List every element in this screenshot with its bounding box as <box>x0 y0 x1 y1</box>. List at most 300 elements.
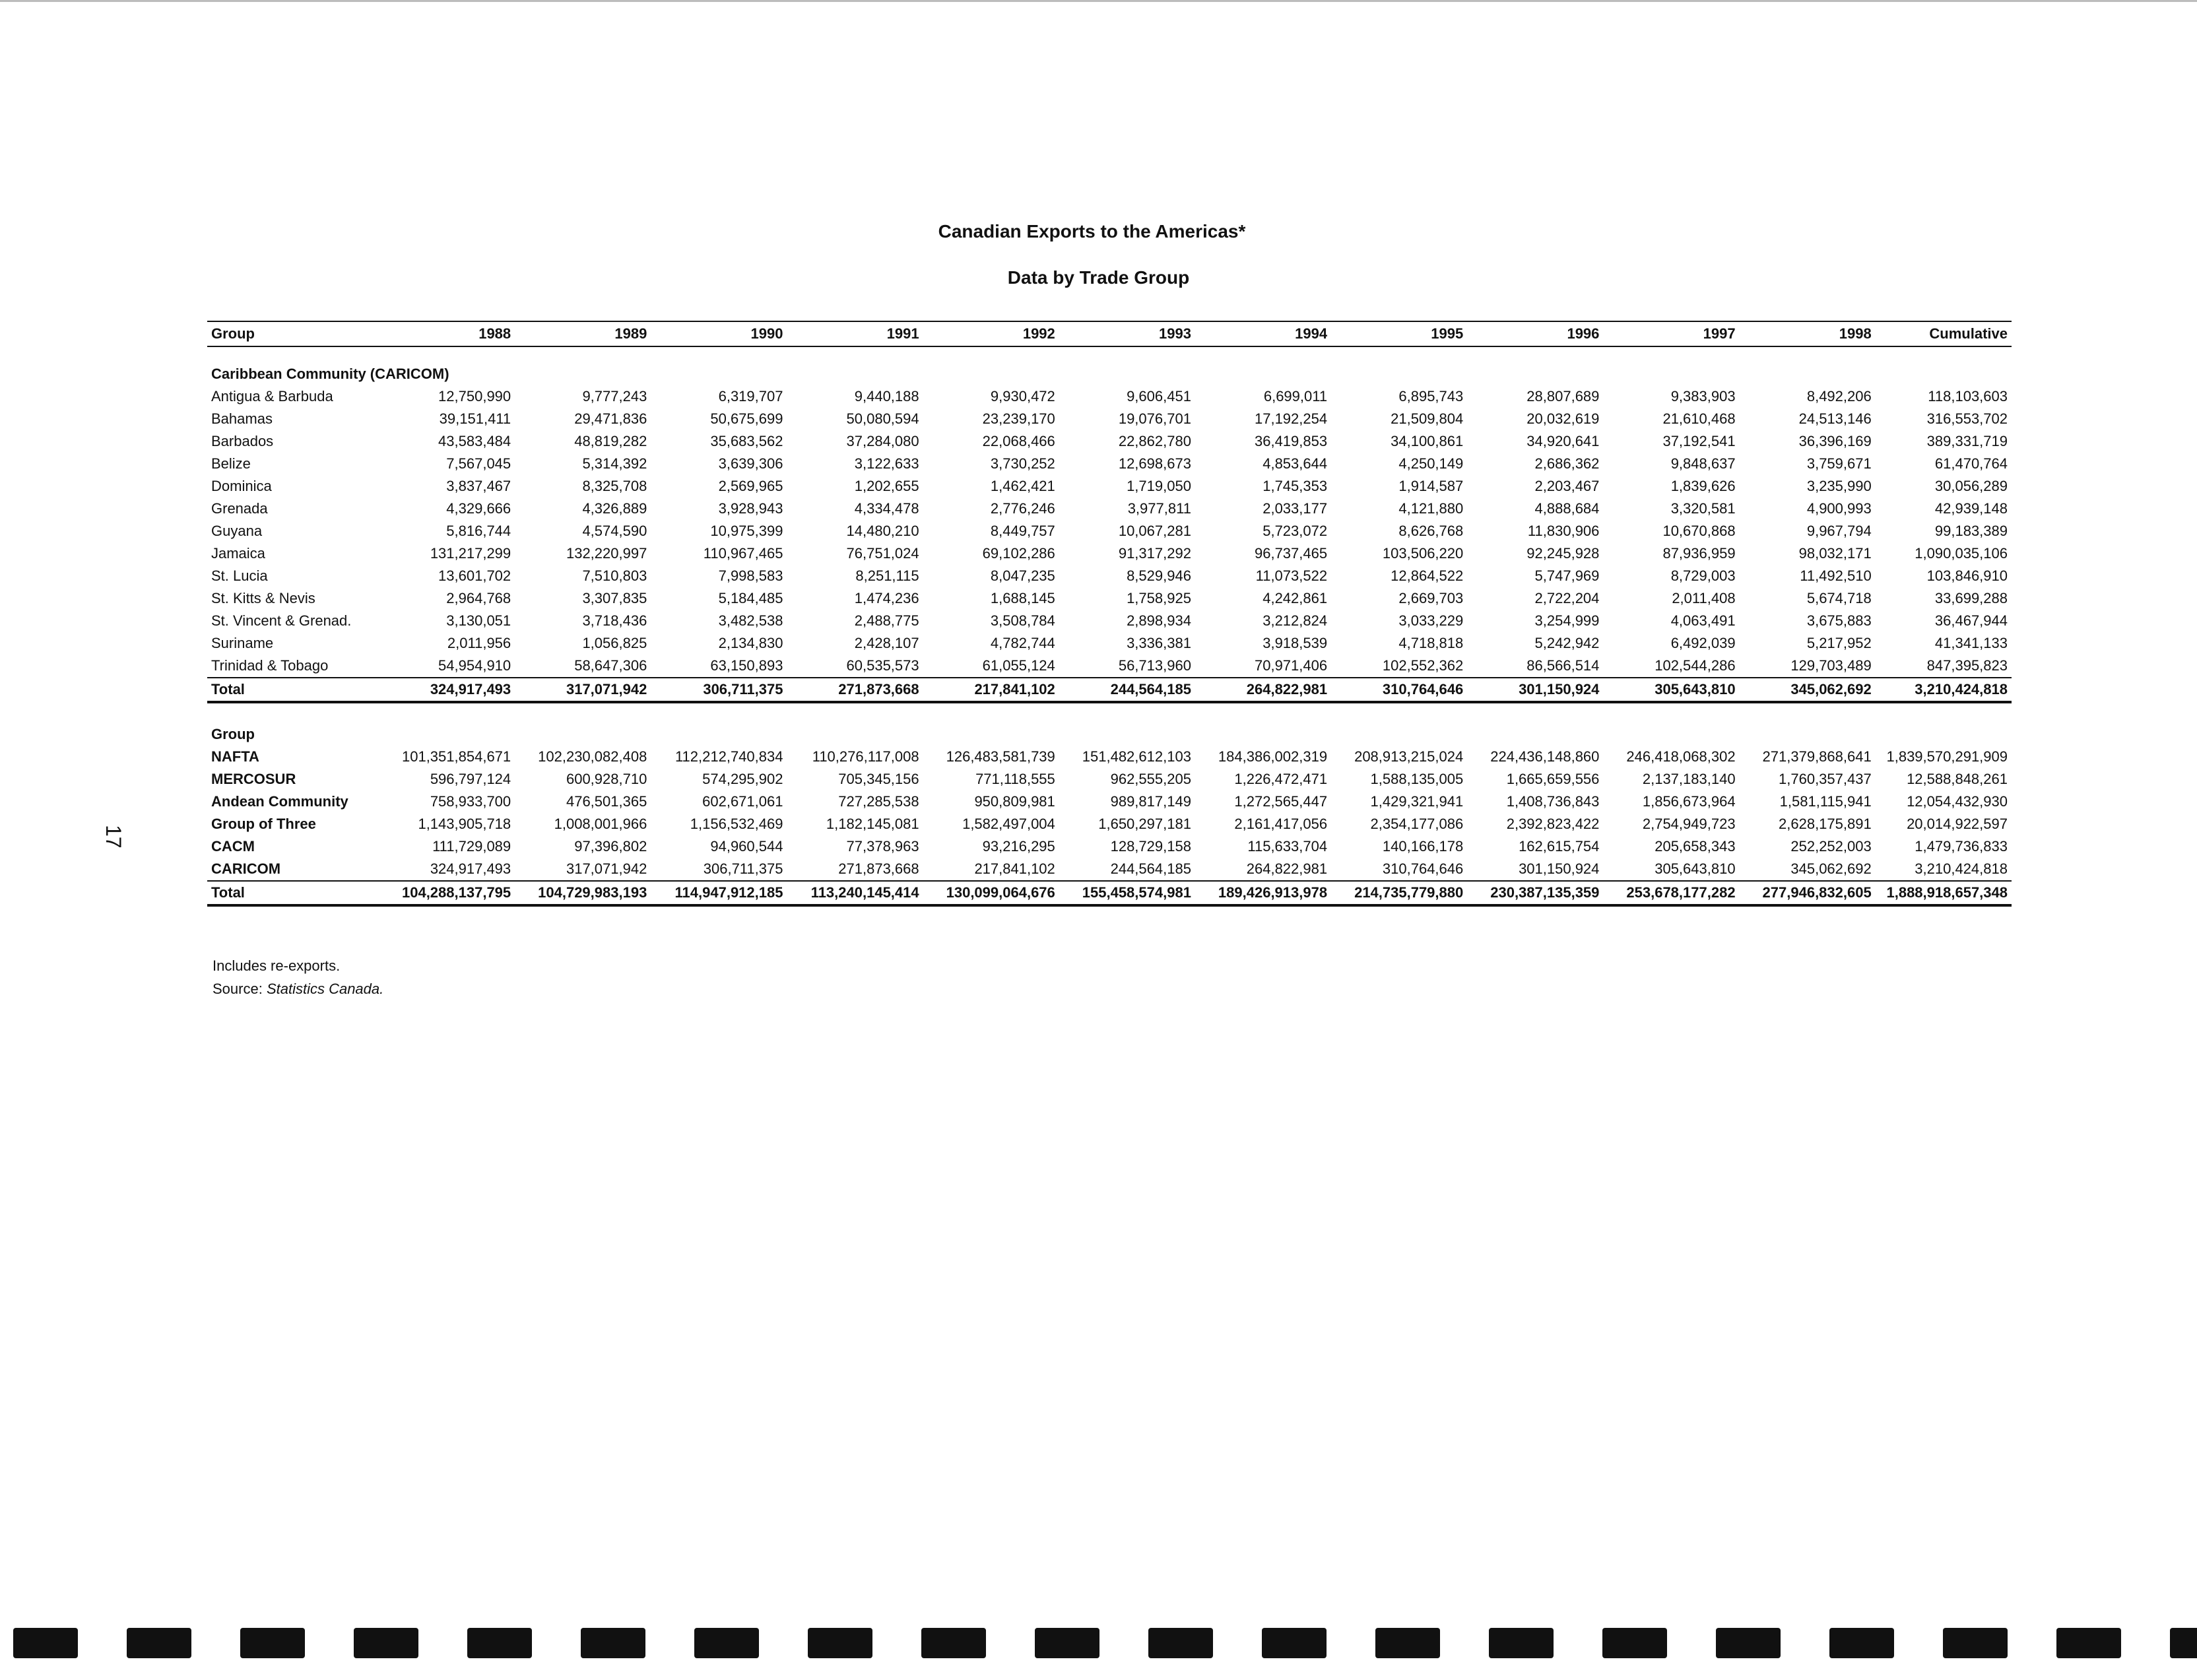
table-cell: 17,192,254 <box>1254 410 1328 427</box>
column-header: 1996 <box>1467 321 1603 346</box>
perforation-hole <box>1262 1628 1327 1658</box>
table-cell: 224,436,148,860 <box>1490 748 1600 765</box>
table-cell: 8,529,946 <box>1127 567 1191 584</box>
table-cell: 1,202,655 <box>854 478 919 494</box>
table-cell: 476,501,365 <box>566 793 647 810</box>
table-cell: 118,103,603 <box>1928 388 2008 404</box>
table-cell: 103,846,910 <box>1926 567 2008 584</box>
table-cell: 205,658,343 <box>1655 838 1736 855</box>
perforation-hole <box>1602 1628 1667 1658</box>
exports-table <box>207 321 2012 907</box>
table-cell: 3,918,539 <box>1262 635 1328 651</box>
table-cell: 114,947,912,185 <box>651 881 787 905</box>
table-cell: 7,510,803 <box>582 567 647 584</box>
table-cell: 3,210,424,818 <box>1915 860 2008 877</box>
row-label: Total <box>207 678 379 702</box>
row-label: CACM <box>211 838 255 855</box>
table-cell: 37,192,541 <box>1662 433 1736 449</box>
table-cell: 21,509,804 <box>1391 410 1464 427</box>
perforation-hole <box>1148 1628 1213 1658</box>
table-cell: 1,839,570,291,909 <box>1886 748 2008 765</box>
table-cell: 2,488,775 <box>854 612 919 629</box>
table-cell: 6,699,011 <box>1263 388 1328 404</box>
table-cell: 2,964,768 <box>446 590 511 606</box>
table-cell: 9,440,188 <box>854 388 919 404</box>
table-row <box>207 520 2012 542</box>
table-cell: 2,011,408 <box>1672 590 1736 606</box>
table-cell: 3,730,252 <box>990 455 1055 472</box>
table-cell: 12,588,848,261 <box>1907 771 2008 787</box>
table-cell: 11,492,510 <box>1800 567 1872 584</box>
table-cell: 4,121,880 <box>1398 500 1464 517</box>
row-label: Bahamas <box>211 410 273 427</box>
table-cell: 217,841,102 <box>923 678 1059 702</box>
table-cell: 87,936,959 <box>1662 545 1736 562</box>
row-label: NAFTA <box>211 748 259 765</box>
table-cell: 28,807,689 <box>1526 388 1600 404</box>
table-cell: 10,670,868 <box>1662 523 1736 539</box>
column-header: 1988 <box>379 321 515 346</box>
table-row <box>207 453 2012 475</box>
table-cell: 61,470,764 <box>1934 455 2008 472</box>
column-header: 1993 <box>1059 321 1195 346</box>
perforation-hole <box>1829 1628 1894 1658</box>
table-cell: 30,056,289 <box>1934 478 2008 494</box>
table-cell: 3,759,671 <box>1806 455 1872 472</box>
table-cell: 5,816,744 <box>446 523 511 539</box>
table-row <box>207 791 2012 813</box>
table-cell: 2,033,177 <box>1262 500 1328 517</box>
table-cell: 2,203,467 <box>1534 478 1600 494</box>
perforation-hole <box>127 1628 191 1658</box>
table-cell: 4,718,818 <box>1398 635 1464 651</box>
column-header: 1990 <box>651 321 787 346</box>
table-row <box>207 565 2012 587</box>
table-cell: 8,492,206 <box>1806 388 1872 404</box>
perforation-hole <box>1035 1628 1099 1658</box>
table-row <box>207 835 2012 858</box>
table-cell: 950,809,981 <box>974 793 1055 810</box>
table-cell: 727,285,538 <box>838 793 919 810</box>
spacer-cell <box>207 702 2012 723</box>
top-edge-rule <box>0 0 2197 2</box>
table-cell: 61,055,124 <box>982 657 1055 674</box>
table-cell: 345,062,692 <box>1740 678 1876 702</box>
perforation-hole <box>240 1628 305 1658</box>
table-cell: 4,853,644 <box>1262 455 1328 472</box>
total-row <box>207 678 2012 702</box>
table-cell: 1,090,035,106 <box>1915 545 2008 562</box>
table-cell: 70,971,406 <box>1254 657 1328 674</box>
table-cell: 37,284,080 <box>846 433 919 449</box>
table-cell: 3,482,538 <box>718 612 783 629</box>
table-row <box>207 498 2012 520</box>
perforation-hole <box>13 1628 78 1658</box>
column-header: 1991 <box>787 321 923 346</box>
table-row <box>207 475 2012 498</box>
row-label: St. Vincent & Grenad. <box>211 612 352 629</box>
perforation-hole <box>581 1628 645 1658</box>
table-cell: 3,033,229 <box>1398 612 1464 629</box>
table-cell: 7,998,583 <box>718 567 783 584</box>
table-cell: 110,276,117,008 <box>812 748 919 765</box>
table-cell: 9,777,243 <box>582 388 647 404</box>
table-cell: 306,711,375 <box>651 678 787 702</box>
table-cell: 113,240,145,414 <box>787 881 923 905</box>
table-cell: 8,047,235 <box>990 567 1055 584</box>
table-cell: 14,480,210 <box>846 523 919 539</box>
table-cell: 324,917,493 <box>430 860 511 877</box>
table-cell: 7,567,045 <box>446 455 511 472</box>
table-cell: 96,737,465 <box>1254 545 1328 562</box>
table-cell: 101,351,854,671 <box>401 748 511 765</box>
table-cell: 13,601,702 <box>438 567 511 584</box>
table-cell: 1,839,626 <box>1670 478 1736 494</box>
table-cell: 3,336,381 <box>1127 635 1191 651</box>
table-row <box>207 858 2012 881</box>
table-cell: 5,184,485 <box>718 590 783 606</box>
table-cell: 2,722,204 <box>1534 590 1600 606</box>
table-cell: 129,703,489 <box>1790 657 1872 674</box>
table-cell: 244,564,185 <box>1110 860 1191 877</box>
table-cell: 29,471,836 <box>574 410 647 427</box>
table-cell: 92,245,928 <box>1526 545 1600 562</box>
table-cell: 56,713,960 <box>1118 657 1191 674</box>
table-cell: 4,242,861 <box>1262 590 1328 606</box>
table-cell: 102,230,082,408 <box>538 748 647 765</box>
table-cell: 9,606,451 <box>1127 388 1191 404</box>
table-cell: 36,419,853 <box>1254 433 1328 449</box>
table-cell: 34,920,641 <box>1526 433 1600 449</box>
table-cell: 11,073,522 <box>1255 567 1328 584</box>
table-cell: 1,758,925 <box>1127 590 1191 606</box>
table-cell: 151,482,612,103 <box>1082 748 1191 765</box>
row-label: Group of Three <box>211 816 316 832</box>
table-cell: 705,345,156 <box>838 771 919 787</box>
table-cell: 4,574,590 <box>582 523 647 539</box>
row-label: Trinidad & Tobago <box>211 657 329 674</box>
table-cell: 99,183,389 <box>1934 523 2008 539</box>
source-prefix: Source: <box>213 981 267 997</box>
perforation-hole <box>1375 1628 1440 1658</box>
table-cell: 36,467,944 <box>1934 612 2008 629</box>
perforation-hole <box>921 1628 986 1658</box>
table-cell: 2,686,362 <box>1534 455 1600 472</box>
table-cell: 8,449,757 <box>990 523 1055 539</box>
table-cell: 115,633,704 <box>1247 838 1328 855</box>
table-cell: 264,822,981 <box>1195 678 1331 702</box>
table-cell: 20,032,619 <box>1526 410 1600 427</box>
table-cell: 1,429,321,941 <box>1370 793 1464 810</box>
table-cell: 131,217,299 <box>430 545 511 562</box>
table-row <box>207 610 2012 632</box>
row-label: St. Lucia <box>211 567 268 584</box>
table-cell: 1,008,001,966 <box>554 816 647 832</box>
table-cell: 69,102,286 <box>982 545 1055 562</box>
column-header: 1998 <box>1740 321 1876 346</box>
table-cell: 1,408,736,843 <box>1506 793 1600 810</box>
column-header: 1994 <box>1195 321 1331 346</box>
table-cell: 111,729,089 <box>432 838 511 855</box>
column-header: 1995 <box>1331 321 1467 346</box>
table-cell: 8,626,768 <box>1398 523 1464 539</box>
footnote-source <box>213 981 383 998</box>
table-cell: 76,751,024 <box>846 545 919 562</box>
row-label: Jamaica <box>211 545 265 562</box>
table-cell: 230,387,135,359 <box>1467 881 1603 905</box>
table-row <box>207 542 2012 565</box>
table-cell: 1,650,297,181 <box>1098 816 1191 832</box>
table-cell: 12,750,990 <box>438 388 511 404</box>
table-cell: 140,166,178 <box>1382 838 1464 855</box>
table-cell: 6,895,743 <box>1398 388 1464 404</box>
table-cell: 43,583,484 <box>438 433 511 449</box>
table-cell: 50,675,699 <box>710 410 783 427</box>
table-cell: 110,967,465 <box>703 545 783 562</box>
table-cell: 39,151,411 <box>439 410 511 427</box>
table-cell: 12,864,522 <box>1391 567 1464 584</box>
table-cell: 2,134,830 <box>718 635 783 651</box>
table-cell: 1,688,145 <box>990 590 1055 606</box>
table-cell: 22,862,780 <box>1118 433 1191 449</box>
total-row <box>207 881 2012 905</box>
table-header-row <box>207 321 2012 346</box>
table-cell: 4,900,993 <box>1806 500 1872 517</box>
table-cell: 305,643,810 <box>1655 860 1736 877</box>
table-row <box>207 587 2012 610</box>
table-cell: 2,428,107 <box>854 635 919 651</box>
table-cell: 24,513,146 <box>1798 410 1872 427</box>
table-cell: 271,873,668 <box>787 678 923 702</box>
table-cell: 217,841,102 <box>974 860 1055 877</box>
table-cell: 310,764,646 <box>1382 860 1464 877</box>
section-heading-row <box>207 723 2012 746</box>
table-cell: 34,100,861 <box>1391 433 1464 449</box>
table-cell: 324,917,493 <box>379 678 515 702</box>
table-cell: 3,928,943 <box>718 500 783 517</box>
perforation-hole <box>2056 1628 2121 1658</box>
table-cell: 305,643,810 <box>1603 678 1739 702</box>
table-cell: 4,250,149 <box>1398 455 1464 472</box>
perforation-hole <box>1943 1628 2008 1658</box>
table-cell: 574,295,902 <box>702 771 783 787</box>
table-row <box>207 655 2012 678</box>
table-cell: 5,747,969 <box>1534 567 1600 584</box>
table-cell: 93,216,295 <box>982 838 1055 855</box>
table-cell: 91,317,292 <box>1118 545 1191 562</box>
section-heading: Group <box>211 726 255 742</box>
table-cell: 102,544,286 <box>1655 657 1736 674</box>
table-cell: 103,506,220 <box>1382 545 1464 562</box>
table-cell: 1,143,905,718 <box>418 816 511 832</box>
column-header: 1989 <box>515 321 651 346</box>
table-cell: 1,474,236 <box>854 590 919 606</box>
table-cell: 3,212,824 <box>1262 612 1328 629</box>
table-cell: 1,462,421 <box>990 478 1055 494</box>
table-cell: 3,508,784 <box>990 612 1055 629</box>
table-cell: 3,837,467 <box>446 478 511 494</box>
table-cell: 214,735,779,880 <box>1331 881 1467 905</box>
table-cell: 54,954,910 <box>438 657 511 674</box>
table-cell: 2,628,175,891 <box>1779 816 1872 832</box>
table-cell: 9,967,794 <box>1806 523 1872 539</box>
table-cell: 4,329,666 <box>446 500 511 517</box>
table-cell: 2,161,417,056 <box>1234 816 1328 832</box>
table-cell: 63,150,893 <box>710 657 783 674</box>
page-subtitle: Data by Trade Group <box>1007 267 1190 288</box>
row-label: Andean Community <box>211 793 348 810</box>
table-cell: 244,564,185 <box>1059 678 1195 702</box>
table-cell: 208,913,215,024 <box>1354 748 1464 765</box>
row-label: MERCOSUR <box>211 771 296 787</box>
table-cell: 301,150,924 <box>1467 678 1603 702</box>
table-cell: 310,764,646 <box>1331 678 1467 702</box>
table-cell: 104,729,983,193 <box>515 881 651 905</box>
table-cell: 1,479,736,833 <box>1915 838 2008 855</box>
table-cell: 962,555,205 <box>1110 771 1191 787</box>
table-cell: 3,122,633 <box>854 455 919 472</box>
table-cell: 6,319,707 <box>718 388 783 404</box>
table-cell: 596,797,124 <box>430 771 511 787</box>
table-cell: 35,683,562 <box>710 433 783 449</box>
table-cell: 10,975,399 <box>710 523 783 539</box>
table-cell: 2,569,965 <box>718 478 783 494</box>
table-cell: 4,334,478 <box>854 500 919 517</box>
table-cell: 2,354,177,086 <box>1370 816 1464 832</box>
row-label: Total <box>207 881 379 905</box>
table-cell: 600,928,710 <box>566 771 647 787</box>
table-cell: 264,822,981 <box>1246 860 1328 877</box>
table-cell: 128,729,158 <box>1110 838 1191 855</box>
table-cell: 345,062,692 <box>1790 860 1872 877</box>
table-cell: 1,914,587 <box>1398 478 1464 494</box>
table-cell: 2,776,246 <box>990 500 1055 517</box>
table-cell: 271,379,868,641 <box>1762 748 1872 765</box>
table-cell: 33,699,288 <box>1934 590 2008 606</box>
table-cell: 3,307,835 <box>582 590 647 606</box>
table-cell: 9,848,637 <box>1670 455 1736 472</box>
table-cell: 317,071,942 <box>566 860 647 877</box>
table-cell: 2,011,956 <box>447 635 511 651</box>
table-cell: 102,552,362 <box>1382 657 1464 674</box>
table-cell: 97,396,802 <box>574 838 647 855</box>
table-cell: 42,939,148 <box>1934 500 2008 517</box>
table-cell: 9,930,472 <box>990 388 1055 404</box>
table-cell: 155,458,574,981 <box>1059 881 1195 905</box>
table-cell: 1,588,135,005 <box>1370 771 1464 787</box>
table-cell: 1,056,825 <box>582 635 647 651</box>
table-cell: 1,665,659,556 <box>1506 771 1600 787</box>
table-cell: 8,251,115 <box>855 567 919 584</box>
section-heading-row <box>207 346 2012 385</box>
table-cell: 8,729,003 <box>1670 567 1736 584</box>
table-cell: 317,071,942 <box>515 678 651 702</box>
row-label: Antigua & Barbuda <box>211 388 333 404</box>
table-cell: 4,326,889 <box>582 500 647 517</box>
perforation-hole <box>1716 1628 1781 1658</box>
table-row <box>207 813 2012 835</box>
table-cell: 5,723,072 <box>1262 523 1328 539</box>
table-cell: 1,745,353 <box>1262 478 1328 494</box>
table-cell: 1,888,918,657,348 <box>1876 881 2012 905</box>
table-cell: 60,535,573 <box>846 657 919 674</box>
table-cell: 602,671,061 <box>702 793 783 810</box>
table-cell: 758,933,700 <box>430 793 511 810</box>
row-label: Belize <box>211 455 251 472</box>
table-cell: 253,678,177,282 <box>1603 881 1739 905</box>
table-cell: 2,669,703 <box>1398 590 1464 606</box>
table-row <box>207 746 2012 768</box>
table-cell: 50,080,594 <box>846 410 919 427</box>
table-cell: 3,254,999 <box>1534 612 1600 629</box>
table-cell: 130,099,064,676 <box>923 881 1059 905</box>
table-cell: 1,581,115,941 <box>1779 793 1872 810</box>
table-row <box>207 385 2012 408</box>
table-cell: 112,212,740,834 <box>674 748 783 765</box>
table-cell: 2,898,934 <box>1127 612 1191 629</box>
table-cell: 246,418,068,302 <box>1626 748 1736 765</box>
table-cell: 10,067,281 <box>1118 523 1191 539</box>
table-cell: 2,392,823,422 <box>1506 816 1600 832</box>
table-cell: 5,674,718 <box>1806 590 1872 606</box>
table-cell: 1,226,472,471 <box>1234 771 1328 787</box>
table-cell: 8,325,708 <box>582 478 647 494</box>
table-cell: 1,856,673,964 <box>1642 793 1736 810</box>
column-header: 1997 <box>1603 321 1739 346</box>
row-label: St. Kitts & Nevis <box>211 590 315 606</box>
table-cell: 4,888,684 <box>1534 500 1600 517</box>
column-header: Group <box>207 321 379 346</box>
table-cell: 94,960,544 <box>710 838 783 855</box>
table-cell: 771,118,555 <box>975 771 1055 787</box>
table-cell: 989,817,149 <box>1110 793 1191 810</box>
table-cell: 389,331,719 <box>1926 433 2008 449</box>
table-cell: 3,130,051 <box>446 612 511 629</box>
table-cell: 2,137,183,140 <box>1642 771 1736 787</box>
table-cell: 12,698,673 <box>1118 455 1191 472</box>
row-label: Barbados <box>211 433 274 449</box>
table-cell: 3,320,581 <box>1670 500 1736 517</box>
table-cell: 104,288,137,795 <box>379 881 515 905</box>
perforation-hole <box>1489 1628 1554 1658</box>
page-number: 17 <box>102 825 125 849</box>
table-cell: 98,032,171 <box>1798 545 1872 562</box>
table-cell: 184,386,002,319 <box>1218 748 1328 765</box>
perforation-hole <box>2170 1628 2197 1658</box>
table-cell: 1,582,497,004 <box>962 816 1055 832</box>
table-cell: 4,063,491 <box>1670 612 1736 629</box>
table-cell: 4,782,744 <box>990 635 1055 651</box>
table-cell: 301,150,924 <box>1519 860 1600 877</box>
table-cell: 9,383,903 <box>1670 388 1736 404</box>
table-cell: 77,378,963 <box>846 838 919 855</box>
table-cell: 1,719,050 <box>1127 478 1191 494</box>
perforation-hole <box>354 1628 418 1658</box>
table-cell: 306,711,375 <box>703 860 783 877</box>
table-cell: 1,182,145,081 <box>826 816 919 832</box>
table-cell: 1,272,565,447 <box>1234 793 1328 810</box>
table-cell: 847,395,823 <box>1926 657 2008 674</box>
table-cell: 36,396,169 <box>1798 433 1872 449</box>
table-cell: 277,946,832,605 <box>1740 881 1876 905</box>
table-cell: 132,220,997 <box>566 545 647 562</box>
table-cell: 3,235,990 <box>1806 478 1872 494</box>
table-cell: 22,068,466 <box>982 433 1055 449</box>
table-cell: 5,217,952 <box>1806 635 1872 651</box>
table-cell: 3,639,306 <box>718 455 783 472</box>
table-row <box>207 768 2012 791</box>
row-label: Grenada <box>211 500 268 517</box>
